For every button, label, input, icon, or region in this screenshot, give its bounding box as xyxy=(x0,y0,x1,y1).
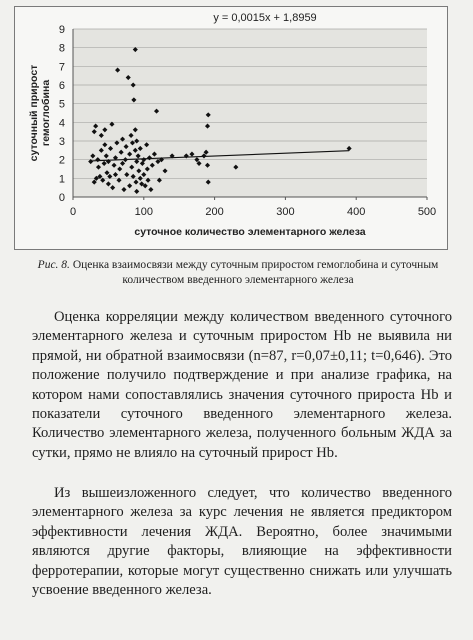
trendline-equation: y = 0,0015x + 1,8959 xyxy=(213,12,317,24)
x-tick-label: 0 xyxy=(69,206,77,218)
y-tick-label: 6 xyxy=(58,80,65,92)
figure-number: Рис. 8. xyxy=(37,259,70,271)
y-tick-label: 3 xyxy=(58,136,65,148)
body-paragraph-1: Оценка корреляции между количеством введенного суточного элементарного железа и суточным приростом Hb не выявила ни прямой, ни обратной взаимосвязи (n=87, r=0,07±0,11; t=0,646). Это положение получило подтверждение и при анализе графика, на котором нами сопоставлялись значения суточного прироста Hb и показатели суточного введенного элементарного железа. Количество элементарного железа, полученного больным ЖДА за сутки, прямо не влияло на суточный прирост Hb. xyxy=(32,309,452,461)
y-tick-label: 0 xyxy=(58,192,65,204)
plot-area xyxy=(73,29,427,197)
y-tick-label: 4 xyxy=(58,117,65,130)
y-tick-label: 7 xyxy=(58,61,65,74)
y-tick-label: 8 xyxy=(58,42,65,55)
x-tick-label: 100 xyxy=(134,206,153,218)
x-tick-label: 400 xyxy=(347,206,366,218)
y-tick-label: 9 xyxy=(58,24,65,36)
x-tick-label: 500 xyxy=(417,206,437,218)
y-tick-label: 2 xyxy=(58,154,65,167)
x-axis-label: суточное количество элементарного железа xyxy=(134,226,366,238)
figure-chart xyxy=(14,6,448,250)
y-tick-label: 5 xyxy=(58,98,65,111)
figure-caption-text: Оценка взаимосвязи между суточным приростом гемоглобина и суточным количеством введенного элементарного железа xyxy=(72,259,439,286)
y-axis-label-line-1: суточный прирост xyxy=(28,64,40,162)
scatter-plot xyxy=(15,7,447,249)
y-tick-label: 1 xyxy=(58,173,65,186)
y-axis-label-line-2: гемоглобина xyxy=(40,79,52,147)
body-paragraph-2: Из вышеизложенного следует, что количество введенного элементарного железа за курс лечения не является предиктором эффективности лечения ЖДА. Вероятно, более значимыми являются другие факторы, влияющие на эффективности ферротерапии, которые могут существенно снижать или улучшать усвоение введенного железа. xyxy=(32,485,452,599)
x-tick-label: 200 xyxy=(205,206,224,218)
x-tick-label: 300 xyxy=(276,206,295,218)
figure-caption xyxy=(18,258,458,288)
